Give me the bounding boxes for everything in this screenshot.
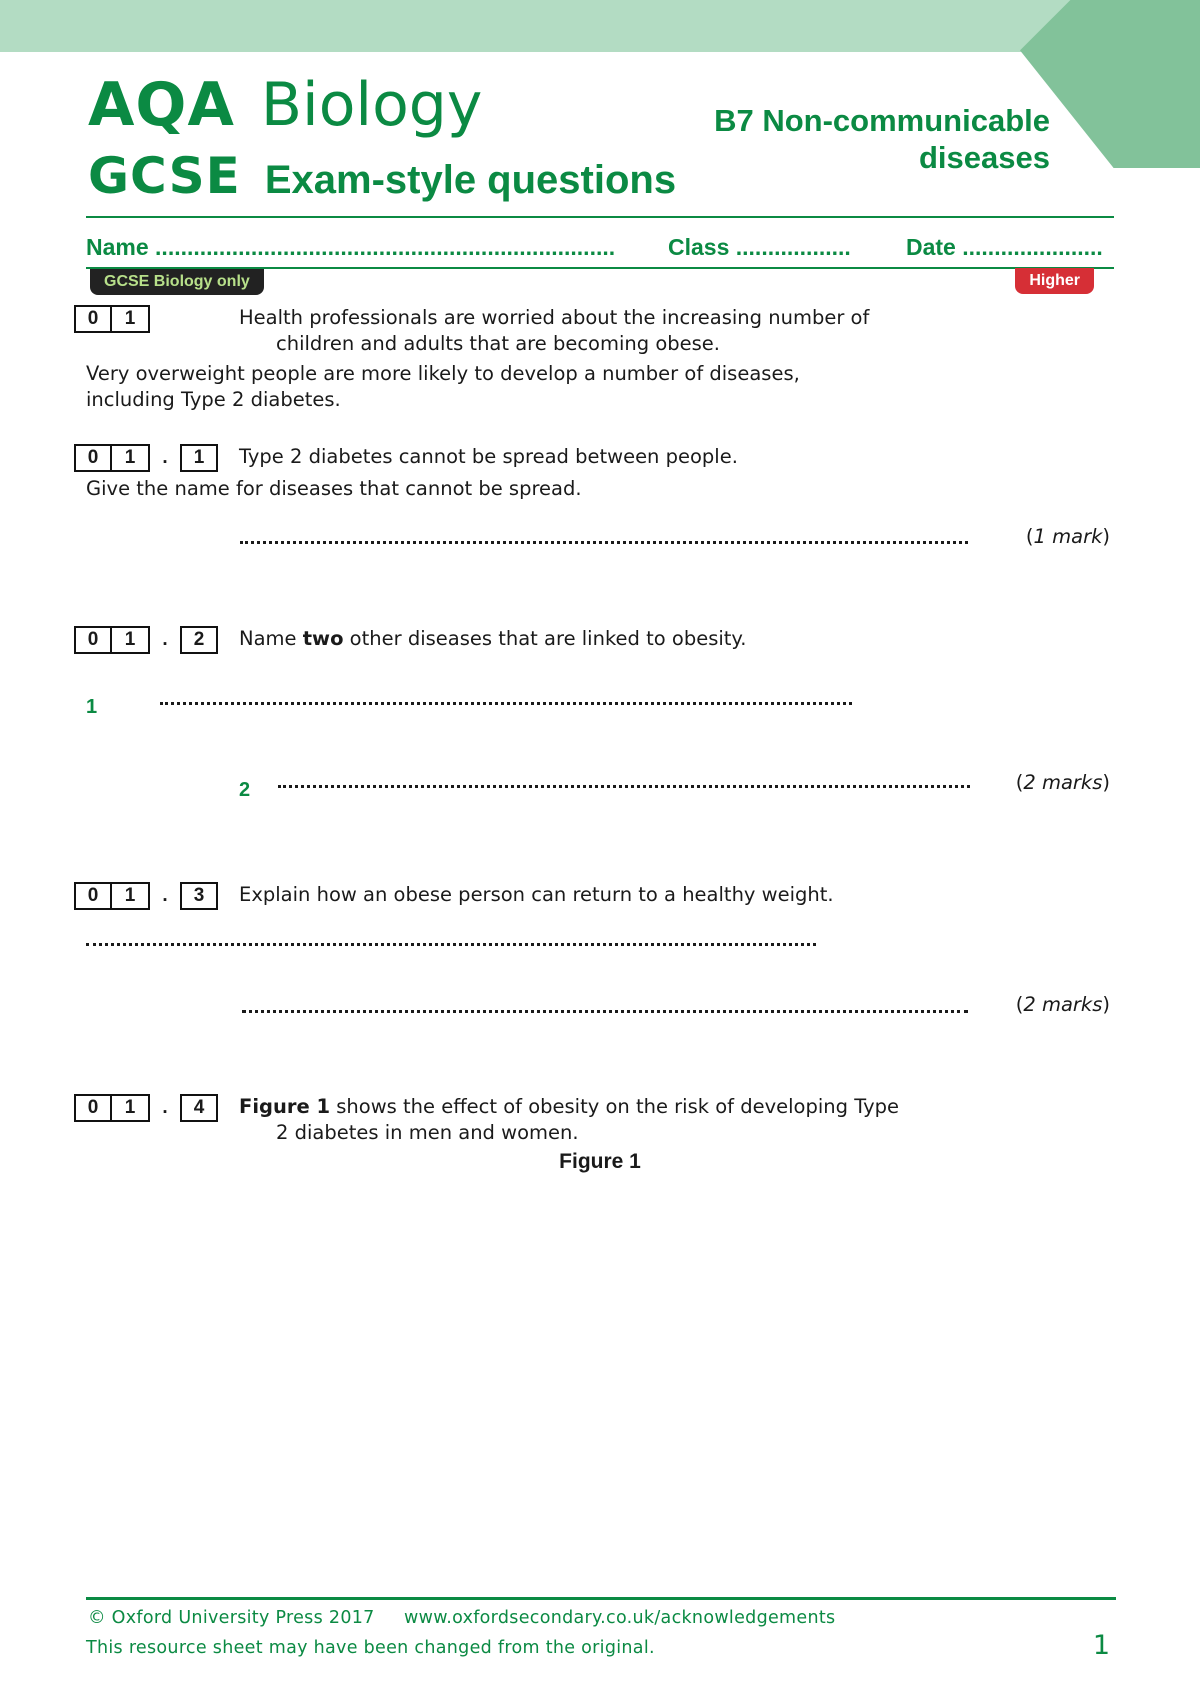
- marks-value: 2 marks: [1023, 993, 1103, 1016]
- acknowledgements-link[interactable]: www.oxfordsecondary.co.uk/acknowledgements: [404, 1608, 836, 1628]
- marks-label: (1 mark): [1025, 525, 1110, 548]
- part-number-box: [74, 626, 218, 654]
- digit-cell: 1: [112, 1094, 150, 1122]
- answer-label-2: 2: [239, 779, 251, 801]
- question-number-box: [74, 305, 150, 333]
- digit-cell: 1: [112, 882, 150, 910]
- part-4-line-2: 2 diabetes in men and women.: [276, 1121, 579, 1144]
- header-rule: [86, 216, 1114, 218]
- text-prefix: Name: [239, 627, 303, 650]
- marks-value: 2 marks: [1023, 771, 1103, 794]
- part-1-text: Type 2 diabetes cannot be spread between people.: [239, 445, 738, 468]
- digit-cell: 1: [112, 305, 150, 333]
- brand-line-1: [88, 70, 482, 140]
- topic-line-2: diseases: [919, 140, 1050, 175]
- footer-rule: [86, 1597, 1116, 1600]
- part-separator: .: [162, 447, 168, 468]
- footer-notice: This resource sheet may have been changed from the original.: [86, 1638, 655, 1658]
- figure-caption: Figure 1: [559, 1150, 641, 1173]
- digit-cell: 1: [112, 444, 150, 472]
- digit-cell: 0: [74, 1094, 112, 1122]
- context-line-2: including Type 2 diabetes.: [86, 388, 341, 411]
- part-number-box: [74, 1094, 218, 1122]
- top-band: [0, 0, 1200, 52]
- answer-line[interactable]: [240, 541, 968, 544]
- copyright: © Oxford University Press 2017: [88, 1608, 375, 1628]
- digit-cell: 0: [74, 444, 112, 472]
- answer-line[interactable]: [278, 785, 970, 788]
- brand-aqa: AQA: [88, 70, 235, 140]
- part-cell: 4: [180, 1094, 218, 1122]
- brand-title: Exam-style questions: [264, 158, 677, 202]
- topic-title: [650, 102, 1050, 176]
- part-number-box: [74, 444, 218, 472]
- part-cell: 1: [180, 444, 218, 472]
- marks-label: (2 marks): [1015, 771, 1110, 794]
- part-separator: .: [162, 629, 168, 650]
- part-separator: .: [162, 885, 168, 906]
- digit-cell: 1: [112, 626, 150, 654]
- part-1-instruction: Give the name for diseases that cannot be spread.: [86, 477, 582, 500]
- intro-line-2: children and adults that are becoming obese.: [276, 332, 720, 355]
- text-suffix: other diseases that are linked to obesity.: [343, 627, 747, 650]
- emphasis-two: two: [302, 627, 344, 650]
- page-number: 1: [1092, 1630, 1110, 1661]
- digit-cell: 0: [74, 882, 112, 910]
- digit-cell: 0: [74, 626, 112, 654]
- part-cell: 3: [180, 882, 218, 910]
- part-separator: .: [162, 1097, 168, 1118]
- part-4-text: [239, 1094, 899, 1120]
- topic-line-1: B7 Non-communicable: [714, 103, 1050, 138]
- brand-subject: Biology: [260, 70, 483, 140]
- part-3-text: Explain how an obese person can return to a healthy weight.: [239, 883, 834, 906]
- higher-tier-badge: Higher: [1015, 268, 1094, 294]
- name-field[interactable]: Name ........................................................................: [86, 234, 616, 260]
- marks-label: (2 marks): [1015, 993, 1110, 1016]
- context-line-1: Very overweight people are more likely to develop a number of diseases,: [86, 362, 800, 385]
- brand-gcse: GCSE: [88, 147, 241, 205]
- figure-reference: Figure 1: [239, 1095, 331, 1118]
- answer-line[interactable]: [242, 1010, 968, 1013]
- part-4-line-1-rest: shows the effect of obesity on the risk of developing Type: [330, 1095, 900, 1118]
- answer-line[interactable]: [86, 943, 816, 946]
- answer-label-1: 1: [86, 696, 98, 718]
- marks-value: 1 mark: [1033, 525, 1103, 548]
- intro-line-1: Health professionals are worried about the increasing number of: [239, 306, 870, 329]
- part-cell: 2: [180, 626, 218, 654]
- answer-line[interactable]: [160, 702, 852, 705]
- part-2-text: [239, 626, 746, 652]
- brand-line-2: [88, 146, 676, 218]
- part-number-box: [74, 882, 218, 910]
- date-field[interactable]: Date ......................: [906, 234, 1103, 260]
- class-field[interactable]: Class ..................: [668, 234, 851, 260]
- digit-cell: 0: [74, 305, 112, 333]
- gcse-only-badge: GCSE Biology only: [90, 269, 264, 295]
